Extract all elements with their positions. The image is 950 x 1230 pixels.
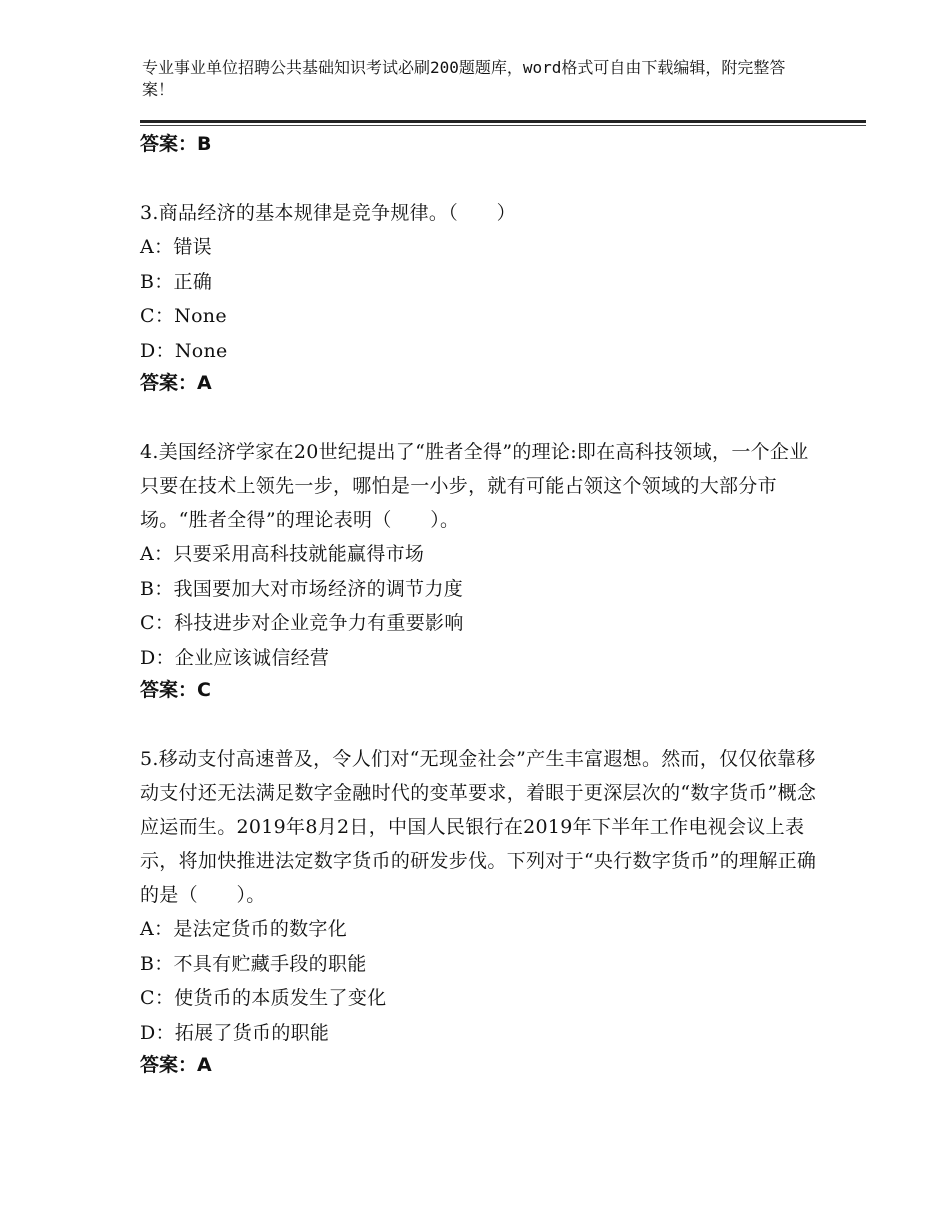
page-header-text: 专业事业单位招聘公共基础知识考试必刷200题题库，word格式可自由下载编辑，附完整答案！ — [142, 58, 786, 99]
option-c: C：科技进步对企业竞争力有重要影响 — [140, 612, 464, 634]
option-a: A：是法定货币的数字化 — [140, 918, 348, 940]
option-b: B：正确 — [140, 270, 213, 293]
question-4 — [140, 435, 820, 705]
option-c: C：None — [140, 305, 227, 327]
option-b: B：我国要加大对市场经济的调节力度 — [140, 577, 464, 600]
option-d: D：None — [140, 339, 228, 362]
option-d: D：拓展了货币的职能 — [140, 1021, 330, 1044]
option-d: D：企业应该诚信经营 — [140, 646, 330, 669]
option-a: A：只要采用高科技就能赢得市场 — [140, 543, 425, 565]
header-rule-thick — [140, 120, 866, 123]
answer-line: 答案：A — [140, 1054, 212, 1076]
header-rule-thin — [140, 125, 866, 126]
option-c: C：使货币的本质发生了变化 — [140, 987, 387, 1009]
question-stem: 4.美国经济学家在20世纪提出了“胜者全得”的理论:即在高科技领域，一个企业只要在技术上领先一步，哪怕是一小步，就有可能占领这个领域的大部分市场。“胜者全得”的理论表明（ ）。 — [140, 441, 809, 531]
question-list — [140, 128, 820, 1080]
answer-line: 答案：A — [140, 372, 212, 394]
answer-line: 答案：C — [140, 679, 211, 701]
question-3 — [140, 196, 820, 398]
question-stem: 5.移动支付高速普及，令人们对“无现金社会”产生丰富遐想。然而，仅仅依靠移动支付还无法满足数字金融时代的变革要求，着眼于更深层次的“数字货币”概念应运而生。2019年8月2日，中国人民银行在2019年下半年工作电视会议上表示，将加快推进法定数字货币的研发步伐。下列对于“央行数字货币”的理解正确的是（ ）。 — [140, 748, 817, 906]
previous-answer: 答案：B — [140, 133, 212, 155]
question-5 — [140, 742, 820, 1080]
option-a: A：错误 — [140, 236, 212, 258]
option-b: B：不具有贮藏手段的职能 — [140, 952, 367, 975]
question-stem: 3.商品经济的基本规律是竞争规律。（ ） — [140, 202, 516, 224]
